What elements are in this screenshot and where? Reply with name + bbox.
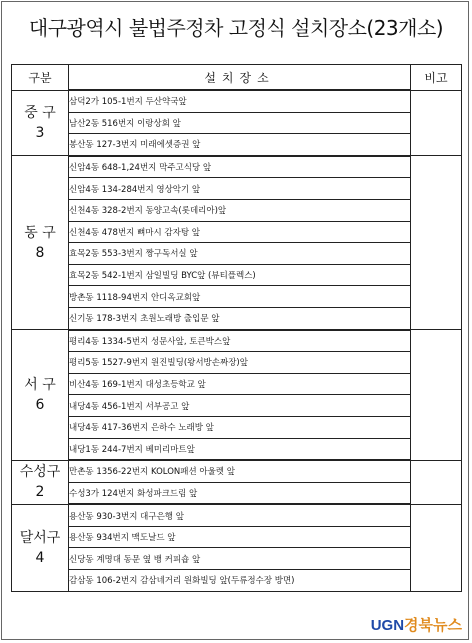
place-cell: 평리5동 1527-9번지 원진빌딩(왕서방손짜장)앞 [69, 352, 411, 374]
place-cell: 평리4동 1334-5번지 성문사앞, 토큰박스앞 [69, 330, 411, 352]
table-row [12, 504, 462, 526]
place-cell: 감삼동 106-2번지 감삼네거리 원화빌딩 앞(두류정수장 방면) [69, 570, 411, 592]
header-row [12, 65, 462, 91]
place-cell: 만촌동 1356-22번지 KOLON패션 아울렛 앞 [69, 460, 411, 482]
place-cell: 신암4동 648-1,24번지 막주고식당 앞 [69, 156, 411, 178]
table-row [12, 307, 462, 329]
logo-name: 경북뉴스 [404, 617, 462, 634]
place-cell: 신당동 계명대 동문 옆 뱅 커피숍 앞 [69, 548, 411, 570]
note-cell [411, 504, 462, 591]
district-count: 3 [35, 124, 45, 141]
note-cell [411, 460, 462, 504]
table-row [12, 438, 462, 460]
district-name: 동 구 [24, 224, 56, 241]
table-row [12, 330, 462, 352]
table-row [12, 199, 462, 221]
table-row [12, 264, 462, 286]
district-count: 8 [35, 244, 45, 261]
place-cell: 용산동 934번지 맥도날드 앞 [69, 526, 411, 548]
table-row [12, 221, 462, 243]
table-row [12, 548, 462, 570]
header-district: 구분 [12, 65, 69, 91]
place-cell: 용산동 930-3번지 대구은행 앞 [69, 504, 411, 526]
district-name: 중 구 [24, 104, 56, 121]
table-row [12, 286, 462, 308]
table-row [12, 460, 462, 482]
place-cell: 내당1동 244-7번지 베미리마트앞 [69, 438, 411, 460]
table-body [12, 90, 462, 591]
table-row [12, 352, 462, 374]
note-cell [411, 156, 462, 330]
place-cell: 신천4동 328-2번지 동양고속(롯데리아)앞 [69, 199, 411, 221]
place-cell: 방촌동 1118-94번지 안디옥교회앞 [69, 286, 411, 308]
district-count: 4 [35, 549, 45, 566]
table-row [12, 570, 462, 592]
place-cell: 수성3가 124번지 화성파크드림 앞 [69, 482, 411, 504]
place-cell: 내당4동 456-1번지 서부공고 앞 [69, 395, 411, 417]
place-cell: 신기동 178-3번지 초원노래방 출입문 앞 [69, 307, 411, 329]
district-name: 달서구 [19, 529, 61, 546]
header-place: 설치장소 [69, 65, 411, 91]
district-cell [12, 90, 69, 156]
note-cell [411, 90, 462, 156]
place-cell: 삼덕2가 105-1번지 두산약국앞 [69, 90, 411, 112]
place-cell: 남산2동 516번지 이랑상회 앞 [69, 112, 411, 134]
place-cell: 봉산동 127-3번지 미래에셋증권 앞 [69, 134, 411, 156]
place-cell: 신천4동 478번지 뼈마시 감자탕 앞 [69, 221, 411, 243]
district-cell [12, 156, 69, 330]
place-cell: 효목2동 553-3번지 짱구독서실 앞 [69, 243, 411, 265]
district-name: 서 구 [24, 376, 56, 393]
table-row [12, 112, 462, 134]
note-cell [411, 330, 462, 461]
district-count: 6 [35, 396, 45, 413]
table-row [12, 178, 462, 200]
district-cell [12, 460, 69, 504]
district-cell [12, 330, 69, 461]
ugn-logo [371, 614, 462, 635]
district-cell [12, 504, 69, 591]
table-row [12, 482, 462, 504]
district-name: 수성구 [19, 464, 61, 481]
table-row [12, 416, 462, 438]
table-row [12, 90, 462, 112]
page-title: 대구광역시 불법주정차 고정식 설치장소(23개소) [28, 16, 444, 40]
place-cell: 내당4동 417-36번지 은하수 노래방 앞 [69, 416, 411, 438]
header-note: 비고 [411, 65, 462, 91]
logo-brand: UGN [370, 617, 405, 634]
table-row [12, 526, 462, 548]
table-row [12, 156, 462, 178]
district-count: 2 [35, 484, 45, 501]
place-cell: 비산4동 169-1번지 대성초등학교 앞 [69, 373, 411, 395]
table-row [12, 134, 462, 156]
table-row [12, 373, 462, 395]
table-row [12, 395, 462, 417]
place-cell: 신암4동 134-284번지 영상악기 앞 [69, 178, 411, 200]
installation-table [11, 64, 462, 592]
place-cell: 효목2동 542-1번지 삼일빌딩 BYC앞 (뷰티플렉스) [69, 264, 411, 286]
table-row [12, 243, 462, 265]
